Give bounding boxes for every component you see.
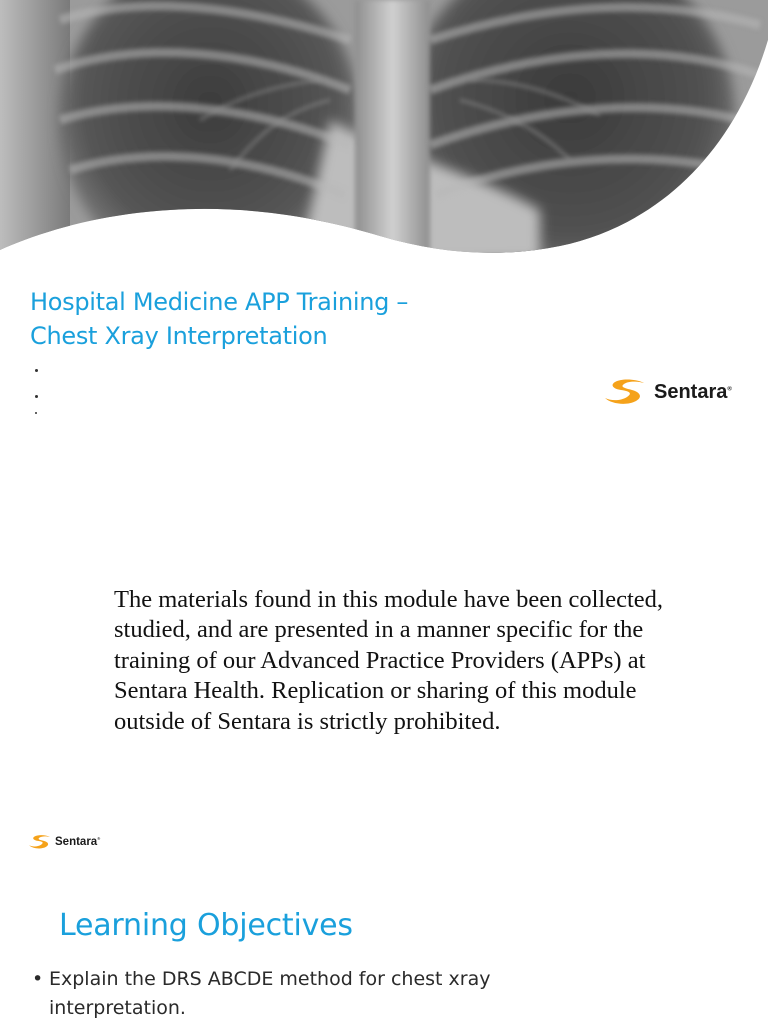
slide-title-line-2: Chest Xray Interpretation bbox=[30, 322, 328, 350]
bullet-dot bbox=[35, 395, 38, 398]
bullet-icon: • bbox=[32, 968, 44, 990]
learning-objectives-slide bbox=[0, 864, 768, 1024]
objective-text: Explain the DRS ABCDE method for chest xray interpretation. bbox=[49, 968, 491, 1019]
sentara-logo bbox=[28, 834, 100, 850]
sentara-swoosh-icon bbox=[603, 378, 647, 406]
logo-wordmark: Sentara® bbox=[55, 836, 101, 848]
slide-title-line-1: Hospital Medicine APP Training – bbox=[30, 288, 409, 316]
list-item bbox=[32, 965, 552, 1023]
bullet-dot bbox=[35, 369, 38, 372]
disclaimer-slide bbox=[0, 432, 768, 864]
chest-xray-image bbox=[0, 0, 768, 260]
objectives-list bbox=[32, 965, 552, 1023]
sentara-swoosh-icon bbox=[28, 834, 52, 850]
section-title: Learning Objectives bbox=[59, 908, 353, 943]
sentara-logo bbox=[603, 378, 732, 406]
bullet-dot bbox=[35, 412, 37, 414]
disclaimer-text: The materials found in this module have been collected, studied, and are presented in a manner specific for the training of our Advanced Practice Providers (APPs) at Sentara Health. Replication or sharing of this module outside of Sentara is strictly prohibited. bbox=[114, 586, 664, 735]
logo-wordmark: Sentara® bbox=[654, 380, 732, 403]
title-slide bbox=[0, 0, 768, 432]
